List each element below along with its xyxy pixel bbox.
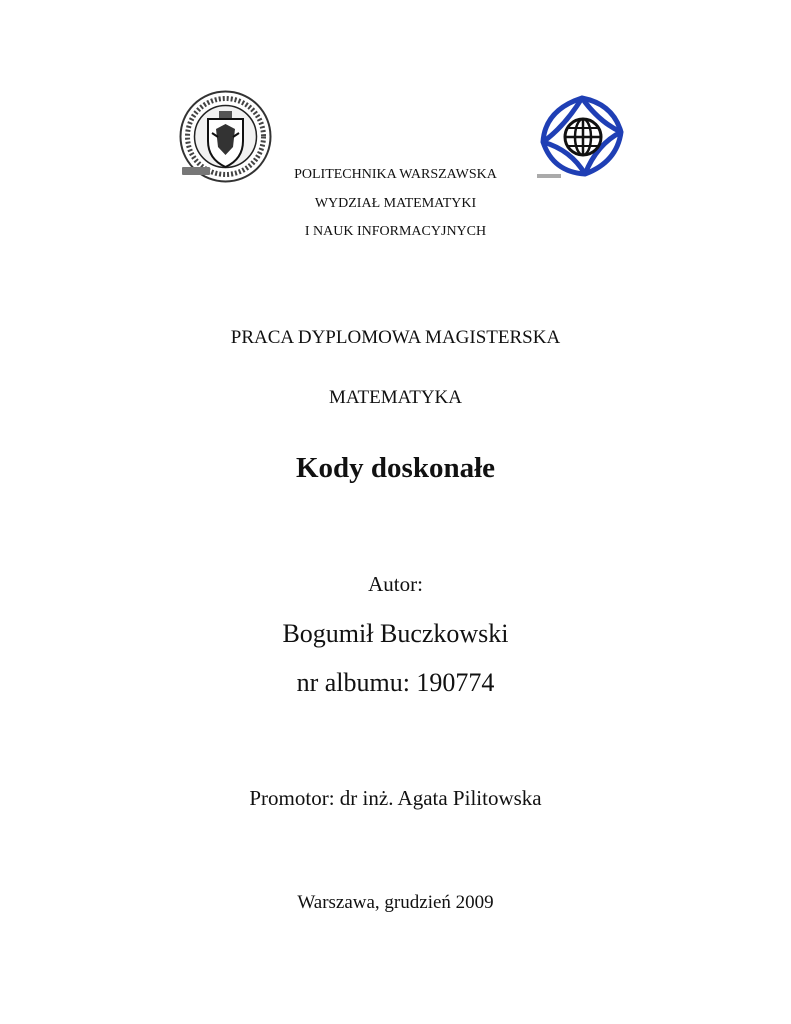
thesis-type: PRACA DYPLOMOWA MAGISTERSKA bbox=[230, 327, 561, 348]
university-name: POLITECHNIKA WARSZAWSKA bbox=[294, 167, 497, 182]
thesis-title: Kody doskonałe bbox=[295, 452, 496, 484]
supervisor: Promotor: dr inż. Agata Pilitowska bbox=[249, 786, 542, 810]
author-label: Autor: bbox=[368, 572, 423, 596]
author-name: Bogumił Buczkowski bbox=[282, 619, 509, 648]
place-date: Warszawa, grudzień 2009 bbox=[297, 892, 494, 913]
faculty-name-line1: WYDZIAŁ MATEMATYKI bbox=[314, 196, 477, 211]
thesis-field: MATEMATYKA bbox=[329, 387, 462, 408]
album-number: nr albumu: 190774 bbox=[296, 668, 495, 697]
faculty-name-line2: I NAUK INFORMACYJNYCH bbox=[304, 224, 487, 239]
